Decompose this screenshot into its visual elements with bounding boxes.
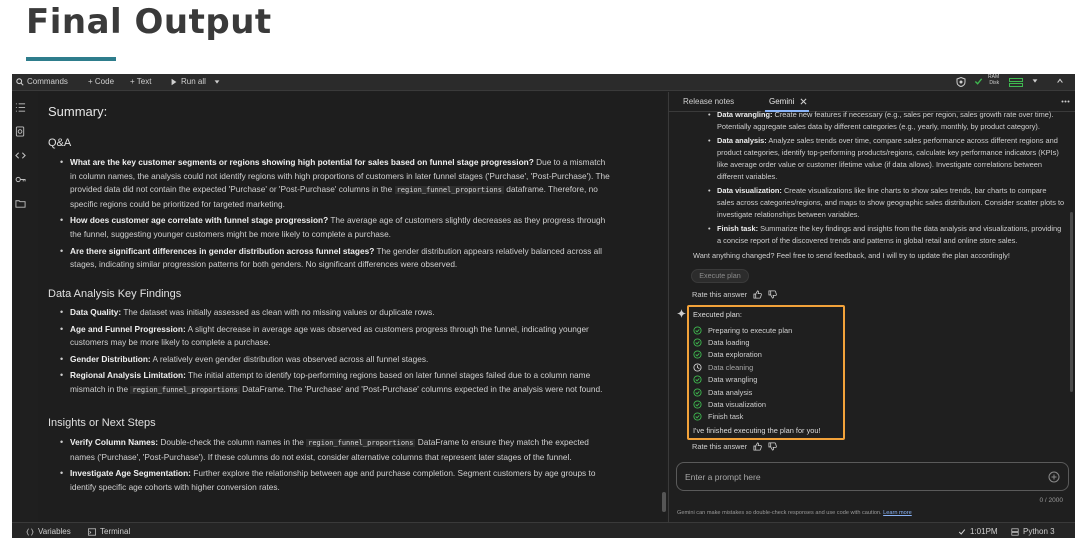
terminal-button[interactable] [88, 527, 130, 536]
add-code-label: + Code [88, 77, 115, 86]
tab-gemini[interactable]: Gemini [769, 97, 795, 106]
send-icon[interactable] [1048, 471, 1060, 483]
thumbs-up-icon[interactable] [753, 442, 762, 451]
qa-list [58, 156, 610, 275]
chevron-down-icon [1031, 77, 1039, 85]
resource-bars [1009, 78, 1023, 87]
findings-list [58, 306, 610, 401]
list-item: • Data visualization: Create visualizations like line charts to show sales trends, bar charts to compare sales across categories/regions, and maps to show geographic sales distribution. Consider scatter plots to investigate relationships between variables. [707, 185, 1065, 222]
more-options-icon[interactable] [1061, 100, 1070, 103]
colab-window [12, 74, 1075, 538]
tab-release-notes[interactable]: Release notes [683, 97, 735, 106]
list-item: • How does customer age correlate with funnel stage progression? The average age of customers slightly decreases as they progress through the funnel, suggesting younger customers might be more likely to complete a purchase. [58, 214, 610, 241]
title-underline [26, 57, 116, 61]
plan-bullets [707, 109, 1065, 248]
server-icon [1011, 528, 1019, 536]
ram-label: RAM [988, 74, 1000, 80]
check-circle-icon [693, 338, 702, 347]
play-icon [170, 78, 178, 86]
thumbs-down-icon[interactable] [768, 442, 777, 451]
insights-list [58, 436, 610, 497]
execution-time[interactable] [958, 527, 998, 536]
plan-step: Preparing to execute plan [693, 324, 792, 336]
qa-heading: Q&A [48, 137, 72, 149]
plan-step: Data cleaning [693, 361, 792, 373]
check-circle-icon [693, 375, 702, 384]
check-circle-icon [693, 350, 702, 359]
plan-step: Data loading [693, 336, 792, 348]
add-text-label: + Text [130, 77, 152, 86]
toolbar [12, 74, 1075, 91]
notebook-scrollbar[interactable] [662, 492, 666, 512]
terminal-label: Terminal [100, 527, 131, 536]
feedback-text: Want anything changed? Feel free to send feedback, and I will try to update the plan accordingly! [693, 251, 1010, 260]
list-item: • Data analysis: Analyze sales trends over time, compare sales performance across different regions and product categories, identify top-performing products/regions, calculate key performance indicators (KPIs) like average order value or customer lifetime value (if data allows). Investigate correlations between different variables. [707, 135, 1065, 184]
resource-meters[interactable] [1009, 78, 1023, 87]
terminal-icon [88, 528, 96, 536]
key-icon[interactable] [15, 174, 26, 185]
learn-more-link[interactable]: Learn more [883, 510, 912, 516]
notebook-text-cell[interactable] [38, 92, 666, 522]
braces-icon [26, 528, 34, 536]
check-icon [958, 528, 966, 536]
plan-step: Data exploration [693, 349, 792, 361]
insights-heading: Insights or Next Steps [48, 417, 156, 429]
list-item: • Data wrangling: Create new features if necessary (e.g., sales per region, sales growth rate over time). Potentially aggregate sales data by different categories (e.g., yearly, monthly, by product category). [707, 109, 1065, 134]
gemini-scrollbar[interactable] [1070, 212, 1073, 392]
commands-label: Commands [27, 77, 68, 86]
runtime-indicator[interactable] [1011, 527, 1055, 536]
list-item: • Gender Distribution: A relatively even gender distribution was observed across all funnel stages. [58, 353, 610, 367]
code-snippets-icon[interactable] [15, 150, 26, 161]
check-circle-icon [693, 412, 702, 421]
list-item: • Investigate Age Segmentation: Further explore the relationship between age and purchase completion. Segment customers by age groups to identify specific age cohorts with higher conversion rates. [58, 467, 610, 494]
list-item: • Verify Column Names: Double-check the column names in the region_funnel_proportions DataFrame to ensure they match the expected names ('Purchase', 'Post-Purchase'). If these columns do not exist, consider alternative columns that represent later stages of the funnel. [58, 436, 610, 464]
finished-text: I've finished executing the plan for you! [693, 426, 821, 435]
thumbs-up-icon[interactable] [753, 290, 762, 299]
execute-plan-button[interactable]: Execute plan [691, 269, 749, 283]
thumbs-down-icon[interactable] [768, 290, 777, 299]
list-item: • Data Quality: The dataset was initially assessed as clean with no missing values or duplicate rows. [58, 306, 610, 320]
prompt-box [676, 462, 1069, 491]
plan-step: Finish task [693, 411, 792, 423]
rate-answer-label: Rate this answer [692, 290, 748, 299]
commands-button[interactable] [16, 77, 68, 86]
list-item: • Age and Funnel Progression: A slight decrease in average age was observed as customers progress through the funnel, indicating younger customers may be more likely to complete a purchase. [58, 323, 610, 350]
find-icon[interactable] [15, 126, 26, 137]
run-all-label: Run all [181, 77, 206, 86]
skipped-icon [693, 363, 702, 372]
disclaimer: Gemini can make mistakes so double-check responses and use code with caution. Learn more [677, 510, 912, 516]
summary-heading: Summary: [48, 104, 108, 119]
plan-steps [693, 324, 792, 423]
plan-step: Data analysis [693, 386, 792, 398]
chevron-up-icon [1056, 77, 1064, 85]
search-icon [16, 78, 24, 86]
resource-labels[interactable] [988, 74, 999, 86]
time-label: 1:01PM [970, 527, 998, 536]
list-item: • Are there significant differences in gender distribution across funnel stages? The gender distribution appears relatively balanced across all stages, indicating similar progression patterns for both genders. No significant differences were observed. [58, 245, 610, 272]
close-icon[interactable] [800, 98, 807, 105]
chevron-down-icon[interactable] [213, 78, 221, 86]
gemini-panel [669, 92, 1075, 522]
gemini-shield-icon[interactable] [956, 77, 966, 87]
char-counter: 0 / 2000 [1039, 497, 1063, 504]
resource-dropdown[interactable] [1031, 77, 1039, 85]
plan-step: Data visualization [693, 398, 792, 410]
executed-plan-title: Executed plan: [693, 310, 742, 319]
check-circle-icon [693, 400, 702, 409]
variables-button[interactable] [26, 527, 71, 536]
prompt-input[interactable] [685, 470, 1025, 484]
runtime-label: Python 3 [1023, 527, 1055, 536]
executed-plan-box [687, 305, 845, 440]
check-circle-icon [693, 388, 702, 397]
disk-label: Disk [989, 80, 1000, 86]
list-item: • What are the key customer segments or regions showing high potential for sales based on funnel stage progression? Due to a mismatch in column names, the analysis could not identify regions with high proportions of customers in later funnel stages ('Purchase', 'Post-Purchase'). The provided data did not contain the expected 'Purchase' or 'Post-Purchase' columns in the region_funnel_proportions dataframe. Therefore, no specific regions could be prioritized for targeted marketing. [58, 156, 610, 211]
check-circle-icon [693, 326, 702, 335]
list-item: • Finish task: Summarize the key findings and insights from the data analysis and visualizations, providing a concise report of the discovered trends and patterns in global retail and online store sales. [707, 223, 1065, 248]
plan-step: Data wrangling [693, 374, 792, 386]
collapse-button[interactable] [1056, 77, 1064, 85]
rate-answer-row [692, 290, 777, 299]
variables-label: Variables [38, 527, 71, 536]
status-bar [12, 522, 1075, 538]
gemini-sparkle-icon [677, 309, 686, 318]
add-text-button[interactable] [130, 77, 151, 86]
rate-answer-row [692, 442, 777, 451]
left-rail [12, 92, 30, 522]
table-of-contents-icon[interactable] [15, 102, 26, 113]
slide-title: Final Output [26, 2, 272, 42]
run-all-button[interactable] [170, 77, 221, 86]
folder-icon[interactable] [15, 198, 26, 209]
rate-answer-label: Rate this answer [692, 442, 748, 451]
add-code-button[interactable] [88, 77, 114, 86]
list-item: • Regional Analysis Limitation: The initial attempt to identify top-performing regions based on later funnel stages failed due to a column name mismatch in the region_funnel_proportions DataFrame. The 'Purchase' and 'Post-Purchase' columns expected in the analysis were not found. [58, 369, 610, 397]
connected-check-icon [974, 77, 983, 86]
findings-heading: Data Analysis Key Findings [48, 288, 182, 300]
